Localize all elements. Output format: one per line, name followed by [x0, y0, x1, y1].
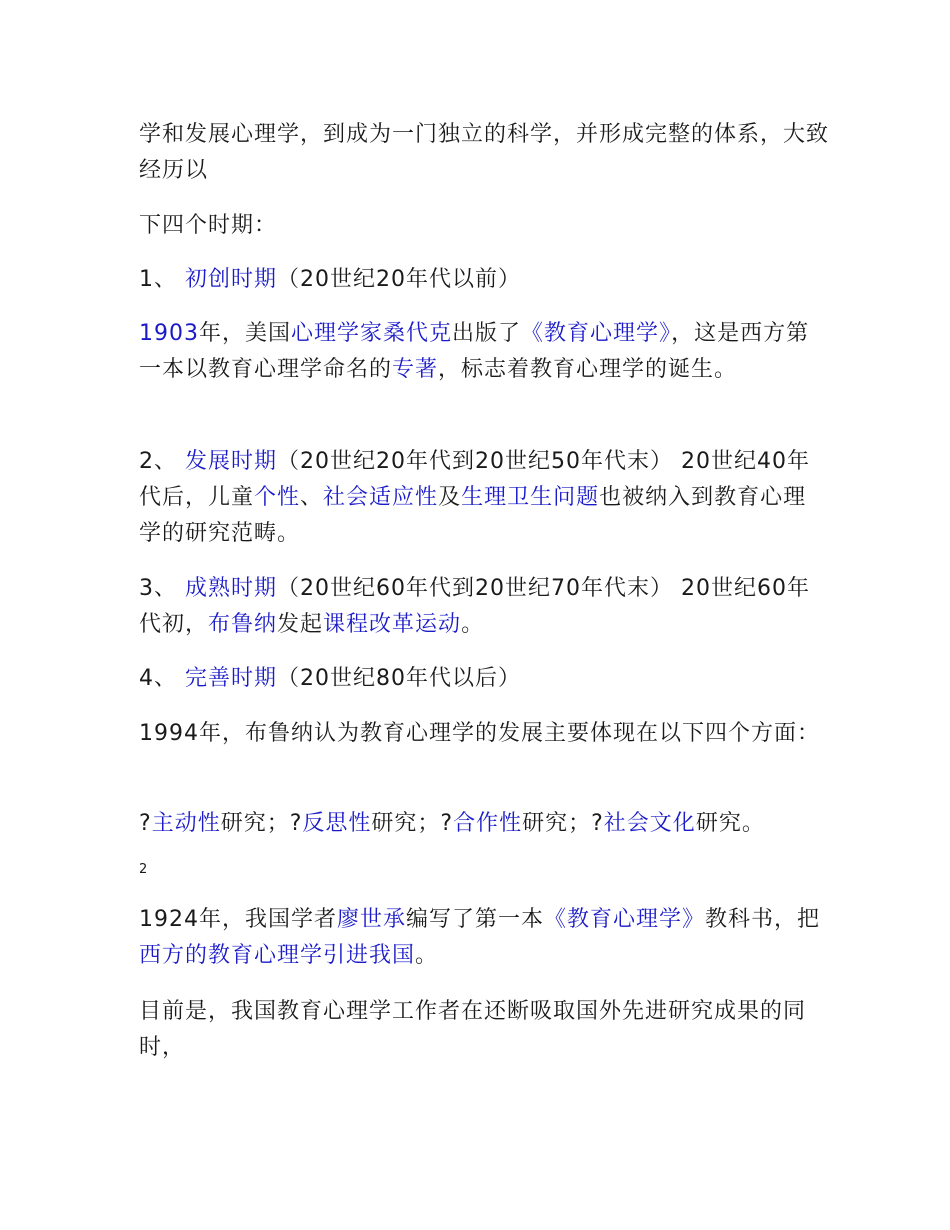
- text-run: ，这是西方第一本以教育心理学命名的: [139, 321, 810, 382]
- text-run: （20世纪20年代以前）: [277, 267, 522, 292]
- linked-term[interactable]: 社会文化: [603, 811, 696, 836]
- linked-term[interactable]: 个性: [254, 485, 301, 510]
- linked-term[interactable]: 西方的教育心理学引进我国: [139, 943, 416, 968]
- text-run: 出版了: [452, 321, 522, 346]
- page-number: 2: [139, 862, 148, 877]
- paragraph: [139, 444, 829, 552]
- text-run: 下四个时期：: [139, 213, 278, 238]
- paragraph: [139, 902, 829, 974]
- paragraph: [139, 262, 829, 298]
- linked-term[interactable]: 1903: [139, 321, 199, 346]
- text-run: 编写了第一本: [406, 907, 545, 932]
- text-run: 、: [300, 485, 324, 510]
- text-run: 。: [461, 612, 485, 637]
- linked-term[interactable]: 廖世承: [337, 907, 407, 932]
- linked-term[interactable]: 《教育心理学》: [521, 321, 672, 346]
- linked-term[interactable]: 课程改革运动: [323, 612, 462, 637]
- linked-term[interactable]: 初创时期: [185, 267, 278, 292]
- linked-term[interactable]: 成熟时期: [185, 576, 278, 601]
- paragraph: [139, 316, 829, 388]
- text-run: 1924年，我国学者: [139, 907, 337, 932]
- text-run: 4、: [139, 666, 185, 691]
- linked-term[interactable]: 生理卫生问题: [461, 485, 600, 510]
- paragraph: [139, 117, 829, 189]
- text-run: 研究；?: [220, 811, 303, 836]
- text-run: 3、: [139, 576, 185, 601]
- linked-term[interactable]: 主动性: [151, 811, 221, 836]
- linked-term[interactable]: 合作性: [453, 811, 523, 836]
- text-run: 教科书，把: [705, 907, 821, 932]
- text-run: ?: [139, 811, 152, 836]
- text-run: 也被纳入到教育心理学的研究范畴。: [139, 485, 807, 546]
- text-run: （20世纪80年代以后）: [277, 666, 522, 691]
- paragraph: [139, 716, 829, 752]
- linked-term[interactable]: 布鲁纳: [208, 612, 278, 637]
- text-run: （20世纪20年代到20世纪50年代末） 20世纪40年代后，儿童: [139, 449, 810, 510]
- text-run: 1、: [139, 267, 185, 292]
- text-run: 发起: [277, 612, 324, 637]
- text-run: 年，美国: [199, 321, 292, 346]
- text-run: 研究；?: [371, 811, 454, 836]
- paragraph: [139, 661, 829, 697]
- linked-term[interactable]: 社会适应性: [323, 485, 439, 510]
- linked-term[interactable]: 发展时期: [185, 449, 278, 474]
- text-run: 及: [438, 485, 462, 510]
- linked-term[interactable]: 反思性: [302, 811, 372, 836]
- linked-term[interactable]: 完善时期: [185, 666, 278, 691]
- text-run: 1994年，布鲁纳认为教育心理学的发展主要体现在以下四个方面：: [139, 721, 820, 746]
- text-run: 目前是，我国教育心理学工作者在还断吸取国外先进研究成果的同时，: [139, 999, 807, 1060]
- paragraph: [139, 208, 829, 244]
- text-run: 。: [415, 943, 439, 968]
- text-run: 研究。: [695, 811, 765, 836]
- paragraph: [139, 571, 829, 643]
- text-run: 研究；?: [522, 811, 604, 836]
- paragraph: [139, 994, 829, 1066]
- linked-term[interactable]: 心理学家桑代克: [291, 321, 453, 346]
- text-run: ，标志着教育心理学的诞生。: [438, 357, 738, 382]
- text-run: 2、: [139, 449, 185, 474]
- text-run: 学和发展心理学，到成为一门独立的科学，并形成完整的体系，大致经历以: [139, 122, 830, 183]
- linked-term[interactable]: 专著: [392, 357, 439, 382]
- text-run: （20世纪60年代到20世纪70年代末） 20世纪60年代初，: [139, 576, 810, 637]
- linked-term[interactable]: 《教育心理学》: [544, 907, 706, 932]
- paragraph: [139, 806, 829, 842]
